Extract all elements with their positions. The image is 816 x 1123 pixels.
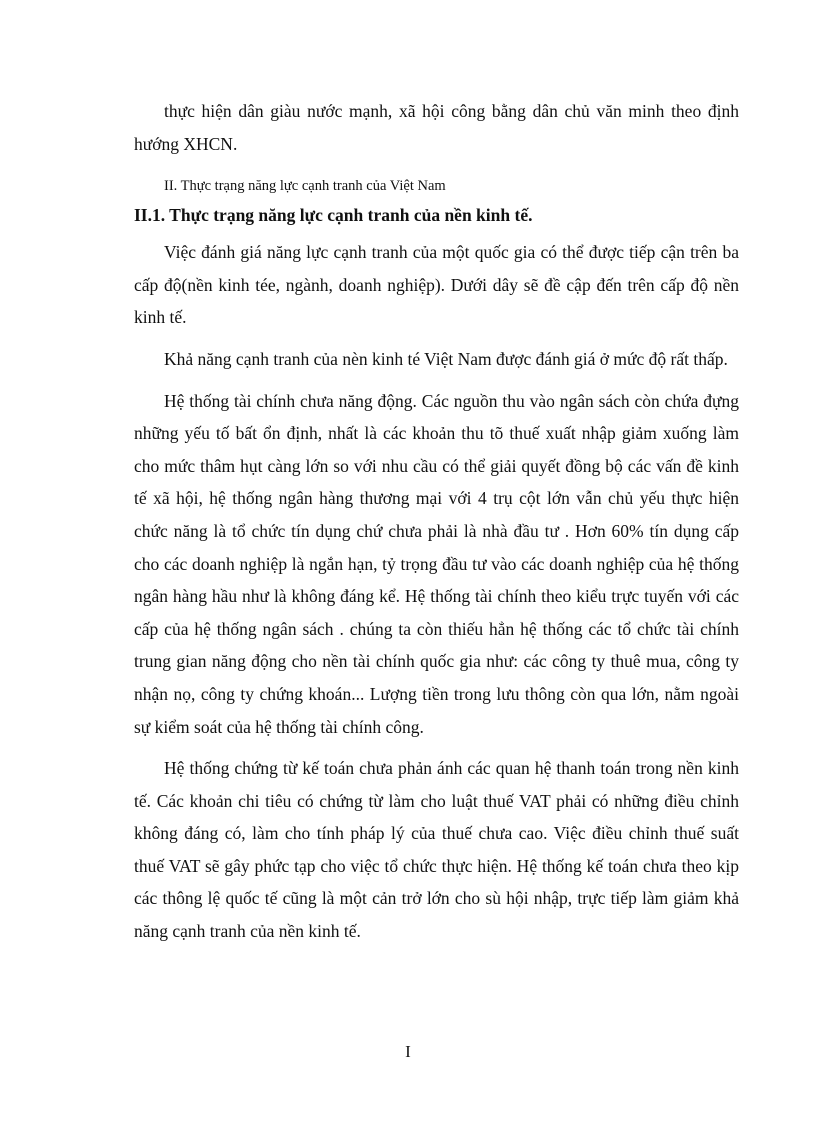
page-number: I bbox=[405, 1042, 411, 1061]
section-heading: II. Thực trạng năng lực cạnh tranh của Việt Nam bbox=[164, 178, 446, 195]
body-paragraph: Việc đánh giá năng lực cạnh tranh của một quốc gia có thể được tiếp cận trên ba cấp độ(nền kinh tée, ngành, doanh nghiệp). Dưới dây sẽ đề cập đến trên cấp độ nền kinh tế. bbox=[134, 242, 739, 328]
body-paragraph: Khả năng cạnh tranh của nèn kinh té Việt Nam được đánh giá ở mức độ rất thấp. bbox=[164, 348, 728, 369]
body-paragraph: Hệ thống tài chính chưa năng động. Các nguồn thu vào ngân sách còn chứa đựng những yếu tố bất ổn định, nhất là các khoản thu tõ thuế xuất nhập giảm xuống làm cho mức thâm hụt càng lớn so với nhu cầu có thể giải quyết đồng bộ các vấn đề kinh tế xã hội, hệ thống ngân hàng thương mại với 4 trụ cột lớn vẫn chủ yếu thực hiện chức năng là tổ chức tín dụng chứ chưa phải là nhà đầu tư . Hơn 60% tín dụng cấp cho các doanh nghiệp là ngắn hạn, tỷ trọng đầu tư vào các doanh nghiệp của hệ thống ngân hàng hầu như là không đáng kể. Hệ thống tài chính theo kiểu trực tuyến với các cấp của hệ thống ngân sách . chúng ta còn thiếu hẳn hệ thống các tổ chức tài chính trung gian năng động cho nền tài chính quốc gia như: các công ty thuê mua, công ty nhận nọ, công ty chứng khoán... Lượng tiền trong lưu thông còn qua lớn, nằm ngoài sự kiểm soát của hệ thống tài chính công. bbox=[134, 390, 739, 737]
intro-paragraph: thực hiện dân giàu nước mạnh, xã hội công bằng dân chủ văn minh theo định hướng XHCN. bbox=[134, 101, 739, 154]
body-paragraph: Hệ thống chứng từ kế toán chưa phản ánh các quan hệ thanh toán trong nền kinh tế. Các khoản chi tiêu có chứng từ làm cho luật thuế VAT phải có những điều chỉnh không đáng có, làm cho tính pháp lý của thuế chưa cao. Việc điều chỉnh thuế suất thuế VAT sẽ gây phức tạp cho việc tổ chức thực hiện. Hệ thống kế toán chưa theo kịp các thông lệ quốc tế cũng là một cản trở lớn cho sù hội nhập, trực tiếp làm giảm khả năng cạnh tranh của nền kinh tế. bbox=[134, 758, 739, 942]
subsection-heading: II.1. Thực trạng năng lực cạnh tranh của nền kinh tế. bbox=[134, 205, 533, 226]
page-body bbox=[134, 95, 739, 948]
